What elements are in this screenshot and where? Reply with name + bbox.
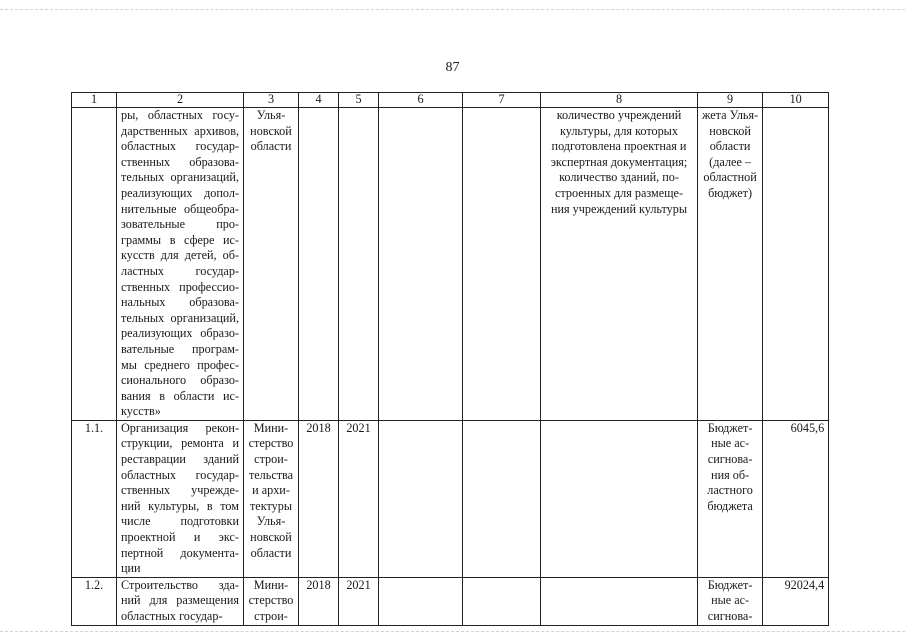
start-year-cell: 2018 — [299, 420, 339, 577]
indicator-cell — [541, 577, 698, 625]
cell-line: тектуры — [249, 498, 293, 513]
cell-line: Улья- — [256, 514, 286, 529]
header-cell: 9 — [698, 93, 763, 108]
header-row — [72, 93, 829, 108]
cell-line: бюджета — [707, 498, 753, 513]
funding-source-cell — [698, 420, 763, 577]
cell-line: ные ас- — [711, 436, 750, 451]
cell-line: ственных учрежде- — [121, 483, 239, 498]
header-cell: 10 — [763, 93, 829, 108]
executor-cell — [244, 577, 299, 625]
cell-line: областных государ- — [121, 467, 239, 482]
amount-cell — [763, 108, 829, 421]
cell-line: Бюджет- — [707, 420, 753, 435]
col6-cell — [379, 108, 463, 421]
cell-line: количество учреждений — [556, 108, 682, 122]
funding-source-cell — [698, 108, 763, 421]
cell-line: Строительство зда- — [121, 577, 239, 592]
col6-cell — [379, 577, 463, 625]
cell-line: нальных образова- — [121, 295, 239, 310]
cell-line: стерство — [248, 593, 294, 608]
cell-line: жета Улья- — [702, 108, 759, 122]
cell-line: тельства — [248, 467, 294, 482]
end-year-cell: 2021 — [339, 577, 379, 625]
cell-line: и архи- — [252, 483, 290, 498]
cell-line: строи- — [254, 452, 288, 467]
start-year-cell: 2018 — [299, 577, 339, 625]
cell-line: новской — [250, 530, 292, 545]
scan-artifact-bottom — [0, 631, 905, 634]
cell-line: реставрации зданий — [121, 452, 239, 467]
cell-line: новской — [250, 123, 292, 138]
cell-line: ластных государ- — [121, 263, 239, 278]
indicator-cell — [541, 420, 698, 577]
cell-line: ния об- — [711, 467, 750, 482]
cell-line: бюджет) — [708, 185, 753, 200]
header-cell: 7 — [463, 93, 541, 108]
cell-line: мы среднего профес- — [121, 357, 239, 372]
header-cell: 6 — [379, 93, 463, 108]
header-cell: 1 — [72, 93, 117, 108]
cell-line: сигнова- — [707, 609, 753, 623]
cell-line: новской — [709, 123, 751, 138]
table-row — [72, 420, 829, 577]
cell-line: тельных организаций, — [121, 170, 239, 185]
cell-line: Мини- — [253, 577, 289, 592]
cell-line: ний для размещения — [121, 593, 239, 608]
cell-line: ний культуры, в том — [121, 498, 239, 513]
cell-line: пертной документа- — [121, 545, 239, 560]
cell-line: реализующих допол- — [121, 185, 239, 200]
indicator-cell — [541, 108, 698, 421]
cell-line: ственных профессио- — [121, 279, 239, 294]
cell-line: (далее – — [709, 154, 751, 169]
cell-line: ры, областных госу- — [121, 108, 239, 122]
cell-line: реализующих образо- — [121, 326, 239, 341]
cell-line: проектной и экс- — [121, 530, 239, 545]
cell-line: подготовлена проектная и — [551, 139, 687, 154]
cell-line: струкции, ремонта и — [121, 436, 239, 451]
measure-name-cell — [117, 577, 244, 625]
measure-name-cell — [117, 420, 244, 577]
cell-line: ния учреждений культуры — [550, 201, 688, 216]
header-cell: 2 — [117, 93, 244, 108]
budget-table — [71, 92, 829, 626]
header-cell: 4 — [299, 93, 339, 108]
header-cell: 5 — [339, 93, 379, 108]
cell-line: Улья- — [256, 108, 286, 122]
end-year-cell: 2021 — [339, 420, 379, 577]
cell-line: культуры, для которых — [560, 123, 678, 138]
cell-line: граммы в сфере ис- — [121, 232, 239, 247]
cell-line: вания в области ис- — [121, 388, 239, 403]
cell-line: ластного — [707, 483, 753, 498]
row-number — [72, 108, 117, 421]
col7-cell — [463, 420, 541, 577]
cell-line: сионального образо- — [121, 373, 239, 388]
start-year-cell — [299, 108, 339, 421]
col7-cell — [463, 108, 541, 421]
cell-line: вательные програм- — [121, 341, 239, 356]
cell-line: стерство — [248, 436, 294, 451]
header-cell: 3 — [244, 93, 299, 108]
col6-cell — [379, 420, 463, 577]
cell-line: областных государ- — [121, 139, 239, 154]
cell-line: областных государ- — [121, 609, 223, 623]
cell-line: области — [250, 545, 292, 560]
scan-artifact-top — [0, 9, 905, 12]
measure-name-cell — [117, 108, 244, 421]
cell-line: Бюджет- — [707, 577, 753, 592]
cell-line: тельных организаций, — [121, 310, 239, 325]
cell-line: строенных для размеще- — [554, 185, 684, 200]
cell-line: количество зданий, по- — [559, 170, 679, 185]
cell-line: экспертная документация; — [550, 154, 688, 169]
table-row — [72, 577, 829, 625]
executor-cell — [244, 108, 299, 421]
col7-cell — [463, 577, 541, 625]
cell-line: Организация рекон- — [121, 420, 239, 435]
cell-line: ции — [121, 561, 141, 576]
cell-line: кусств» — [121, 404, 161, 419]
cell-line: сигнова- — [707, 452, 753, 467]
page-number: 87 — [445, 60, 460, 75]
cell-line: кусств для детей, об- — [121, 248, 239, 263]
cell-line: нительные общеобра- — [121, 201, 239, 216]
cell-line: областной — [703, 170, 757, 185]
cell-line: ные ас- — [711, 593, 750, 608]
row-number: 1.2. — [72, 577, 117, 625]
cell-line: области — [250, 139, 292, 154]
cell-line: Мини- — [253, 420, 289, 435]
funding-source-cell — [698, 577, 763, 625]
amount-cell: 92024,4 — [763, 577, 829, 625]
cell-line: ственных образова- — [121, 154, 239, 169]
cell-line: числе подготовки — [121, 514, 239, 529]
row-number: 1.1. — [72, 420, 117, 577]
cell-line: дарственных архивов, — [121, 123, 239, 138]
table-row — [72, 108, 829, 421]
end-year-cell — [339, 108, 379, 421]
executor-cell — [244, 420, 299, 577]
cell-line: строи- — [254, 609, 288, 623]
cell-line: зовательные про- — [121, 217, 239, 232]
amount-cell: 6045,6 — [763, 420, 829, 577]
cell-line: области — [709, 139, 751, 154]
header-cell: 8 — [541, 93, 698, 108]
